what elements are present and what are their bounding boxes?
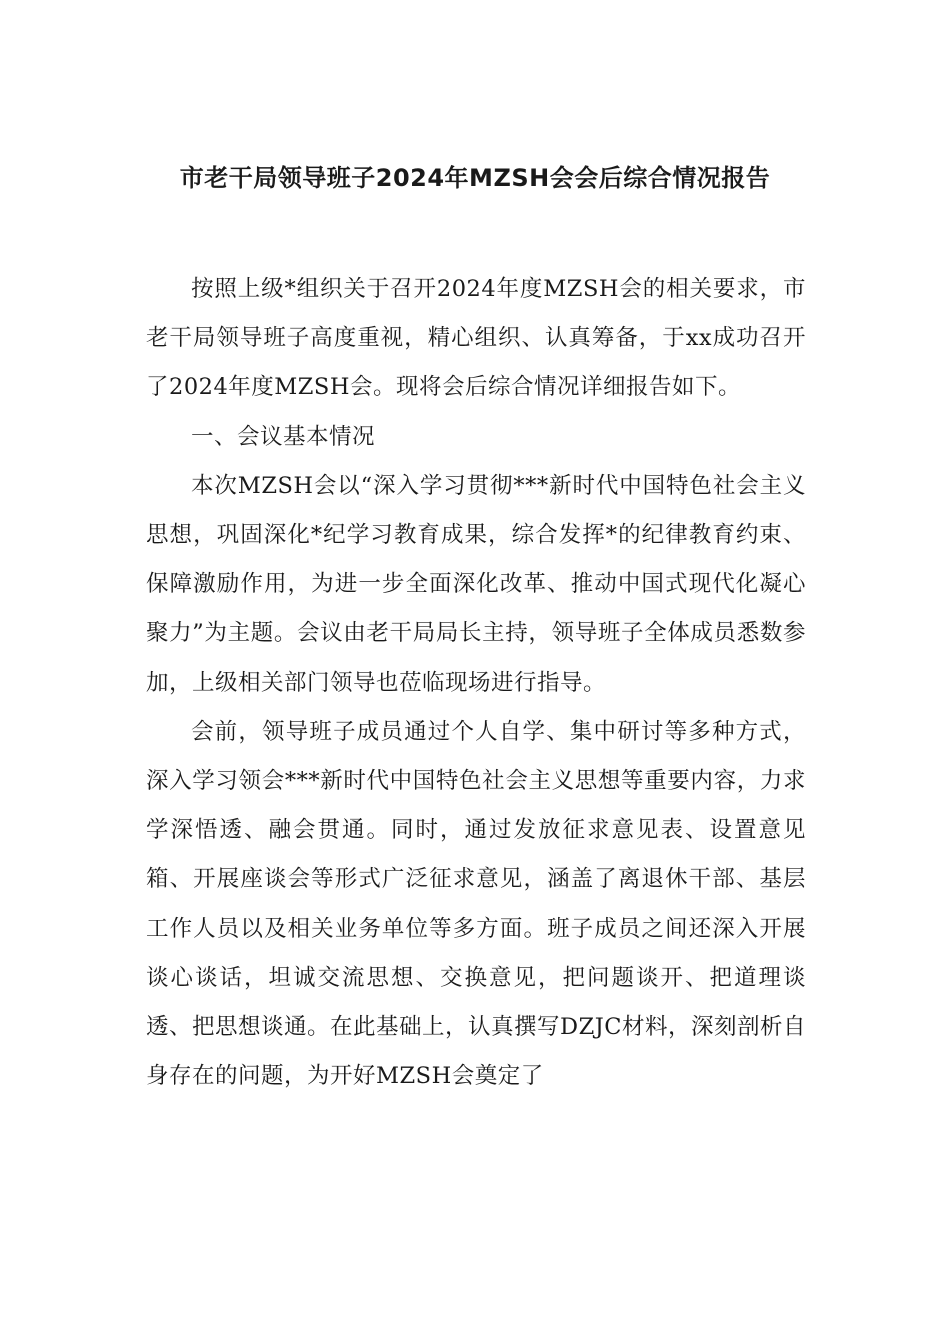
document-body — [146, 265, 806, 1101]
section-heading: 一、会议基本情况 — [191, 423, 376, 450]
document-title: 市老干局领导班子2024年MZSH会会后综合情况报告 — [179, 164, 771, 192]
paragraph-preparation: 会前，领导班子成员通过个人自学、集中研讨等多种方式，深入学习领会***新时代中国特色社会主义思想等重要内容，力求学深悟透、融会贯通。同时，通过发放征求意见表、设置意见箱、开展座谈会等形式广泛征求意见，涵盖了离退休干部、基层工作人员以及相关业务单位等多方面。班子成员之间还深入开展谈心谈话，坦诚交流思想、交换意见，把问题谈开、把道理谈透、把思想谈通。在此基础上，认真撰写DZJC材料，深刻剖析自身存在的问题，为开好MZSH会奠定了 — [146, 718, 806, 1090]
paragraph-intro: 按照上级*组织关于召开2024年度MZSH会的相关要求，市老干局领导班子高度重视，精心组织、认真筹备，于xx成功召开了2024年度MZSH会。现将会后综合情况详细报告如下。 — [146, 276, 806, 401]
paragraph-meeting-theme: 本次MZSH会以“深入学习贯彻***新时代中国特色社会主义思想，巩固深化*纪学习教育成果，综合发挥*的纪律教育约束、保障激励作用，为进一步全面深化改革、推动中国式现代化凝心聚力”为主题。会议由老干局局长主持，领导班子全体成员悉数参加，上级相关部门领导也莅临现场进行指导。 — [146, 472, 806, 696]
